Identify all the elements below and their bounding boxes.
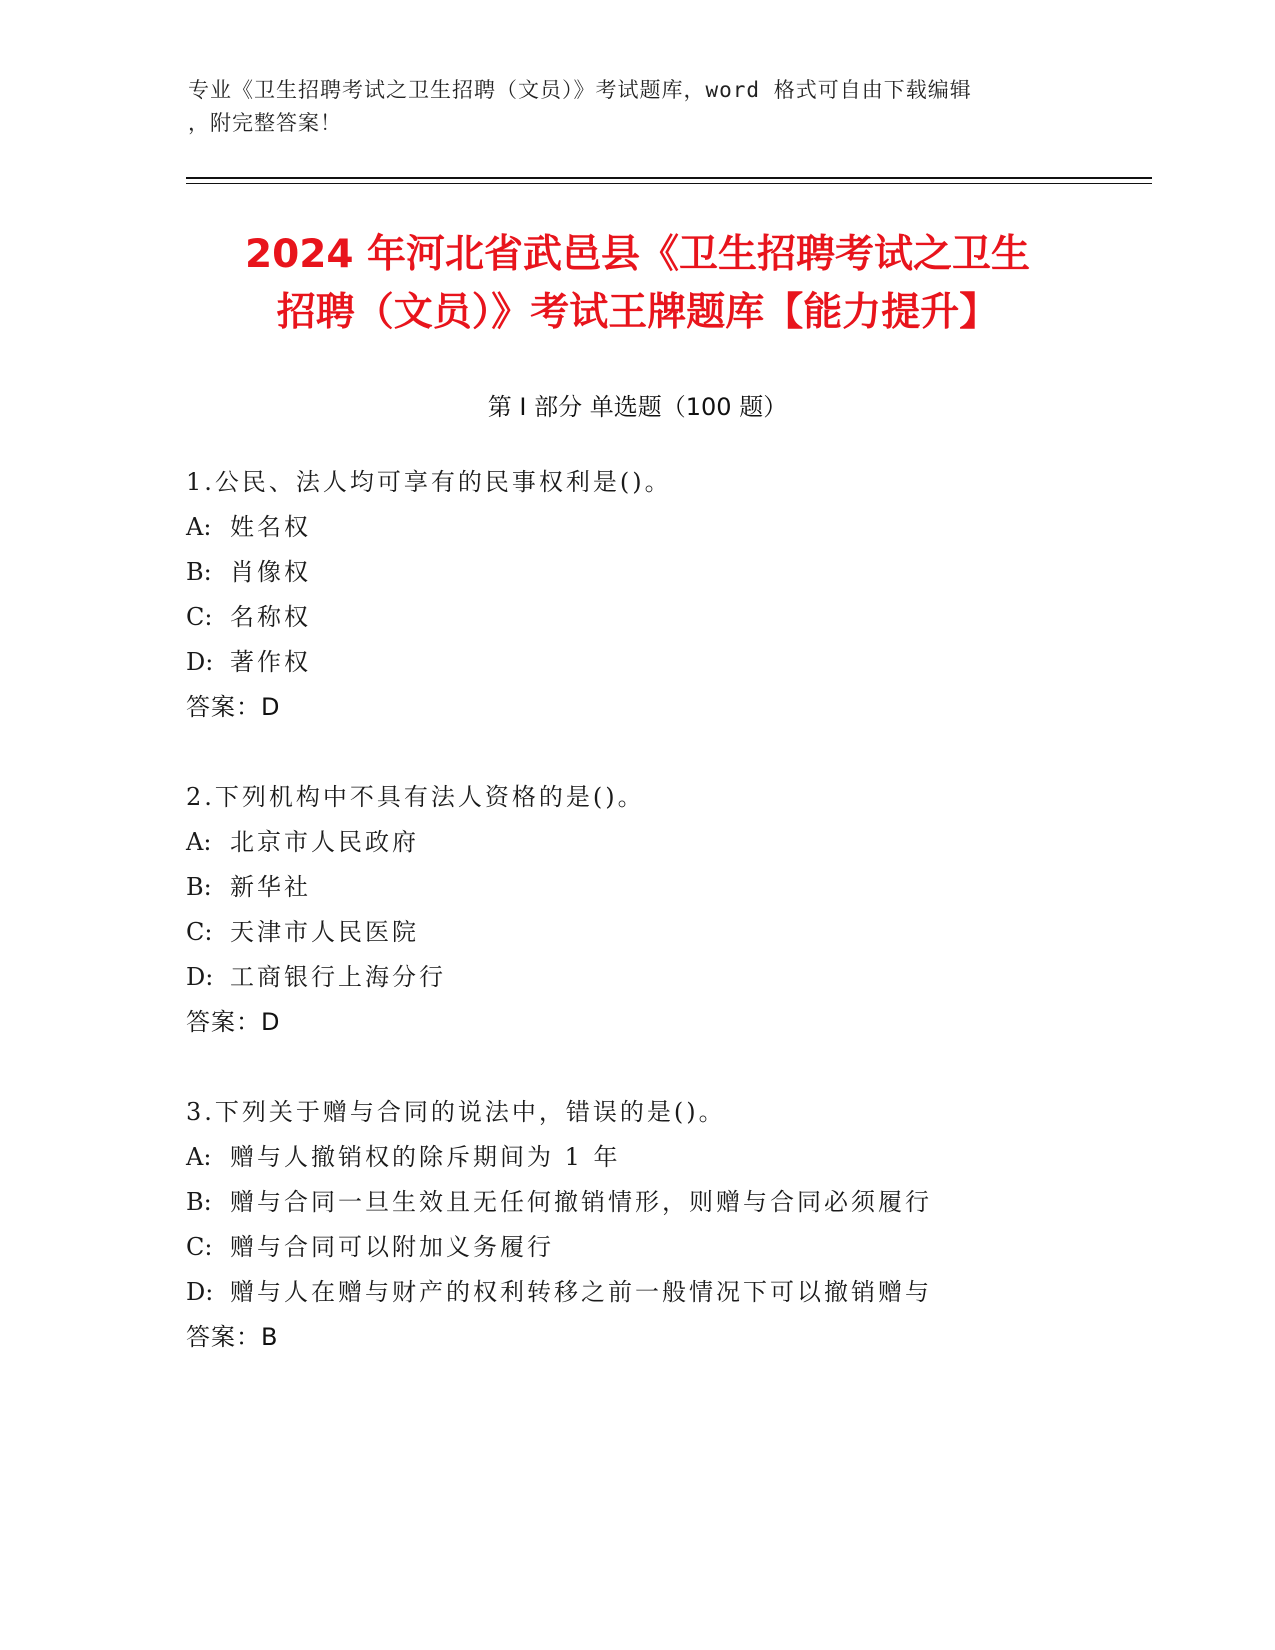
option-text: 肖像权 <box>230 558 311 586</box>
option-c <box>186 910 645 955</box>
option-text: 北京市人民政府 <box>230 828 419 856</box>
option-b <box>186 865 645 910</box>
answer: 答案：D <box>186 1008 281 1036</box>
question-stem: 2.下列机构中不具有法人资格的是()。 <box>186 783 645 811</box>
option-text: 姓名权 <box>230 513 311 541</box>
option-a <box>186 820 645 865</box>
question-stem: 1.公民、法人均可享有的民事权利是()。 <box>186 468 672 496</box>
option-text: 天津市人民医院 <box>230 918 419 946</box>
option-text: 名称权 <box>230 603 311 631</box>
option-letter: A: <box>186 513 212 541</box>
option-letter: D: <box>186 963 214 991</box>
option-letter: A: <box>186 1143 212 1171</box>
answer: 答案：B <box>186 1323 279 1351</box>
header-note-line-2: ，附完整答案！ <box>188 111 342 135</box>
option-letter: B: <box>186 558 212 586</box>
option-a <box>186 505 672 550</box>
option-text: 赠与合同可以附加义务履行 <box>230 1233 554 1261</box>
option-b <box>186 550 672 595</box>
section-heading: 第 I 部分 单选题（100 题） <box>487 393 788 421</box>
option-b <box>186 1180 932 1225</box>
document-title <box>150 226 1125 342</box>
question-stem: 3.下列关于赠与合同的说法中，错误的是()。 <box>186 1098 726 1126</box>
option-text: 赠与合同一旦生效且无任何撤销情形，则赠与合同必须履行 <box>230 1188 932 1216</box>
option-text: 新华社 <box>230 873 311 901</box>
option-letter: C: <box>186 1233 213 1261</box>
option-letter: B: <box>186 873 212 901</box>
option-c <box>186 595 672 640</box>
option-letter: D: <box>186 1278 214 1306</box>
document-title-line-1: 2024 年河北省武邑县《卫生招聘考试之卫生 <box>244 232 1031 277</box>
option-letter: D: <box>186 648 214 676</box>
option-letter: A: <box>186 828 212 856</box>
option-a <box>186 1135 932 1180</box>
header-note-line-1: 专业《卫生招聘考试之卫生招聘（文员）》考试题库，word 格式可自由下载编辑 <box>188 78 972 102</box>
question-block <box>186 1090 932 1360</box>
option-text: 赠与人撤销权的除斥期间为 1 年 <box>230 1143 621 1171</box>
option-d <box>186 1270 932 1315</box>
question-block <box>186 775 645 1045</box>
option-text: 赠与人在赠与财产的权利转移之前一般情况下可以撤销赠与 <box>230 1278 932 1306</box>
option-c <box>186 1225 932 1270</box>
option-text: 工商银行上海分行 <box>230 963 446 991</box>
answer: 答案：D <box>186 693 281 721</box>
option-text: 著作权 <box>230 648 311 676</box>
option-letter: B: <box>186 1188 212 1216</box>
option-letter: C: <box>186 918 213 946</box>
option-d <box>186 640 672 685</box>
question-block <box>186 460 672 730</box>
header-divider-thin <box>186 183 1152 184</box>
option-letter: C: <box>186 603 213 631</box>
document-title-line-2: 招聘（文员）》考试王牌题库【能力提升】 <box>276 290 999 335</box>
header-note <box>188 74 1068 140</box>
option-d <box>186 955 645 1000</box>
header-divider-thick <box>186 177 1152 179</box>
